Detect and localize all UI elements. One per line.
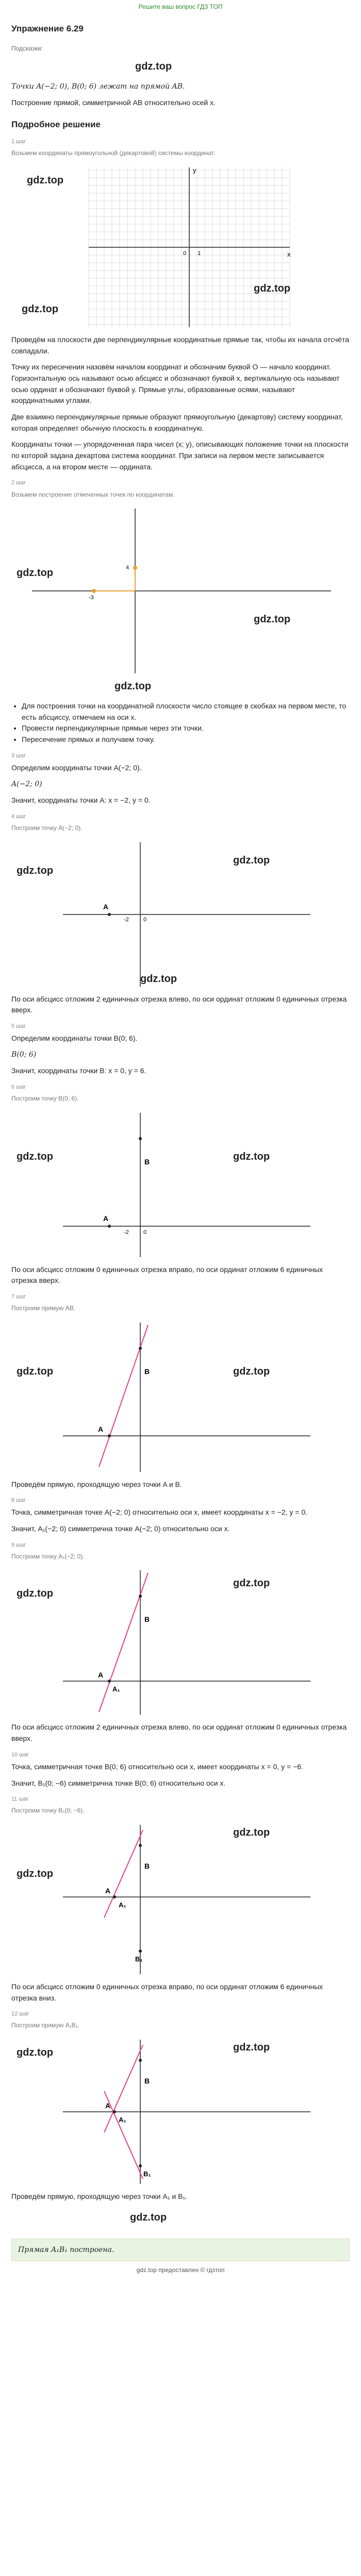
step-10-text: Точка, симметричная точке B(0; 6) относительно оси x, имеет координаты x = 0, y = −6.: [11, 1762, 303, 1771]
step-8-text: Точка, симметричная точке A(−2; 0) относительно оси x, имеет координаты x = −2, y = 0.: [11, 1508, 307, 1517]
step-6-label: 6 шаг: [11, 1084, 26, 1091]
point-a: [113, 2110, 116, 2113]
watermark: gdz.top: [22, 303, 59, 315]
x-axis-label: x: [287, 250, 291, 258]
watermark: gdz.top: [233, 1578, 270, 1589]
coordinate-plane-4: [11, 837, 350, 992]
point-a-label: A: [105, 1886, 111, 1895]
step-8-label: 8 шаг: [11, 1497, 26, 1504]
step-12-label: 12 шаг: [11, 2011, 29, 2018]
coordinate-plane-6: [11, 1108, 350, 1262]
point-a1-label: A₁: [112, 1685, 120, 1693]
point-a-label: A: [103, 902, 109, 911]
point-b-label: B: [144, 1615, 150, 1624]
step-4-text: По оси абсцисс отложим 2 единичных отрезка влево, по оси ординат отложим 0 единичных отрезка вверх.: [11, 994, 347, 1014]
watermark: gdz.top: [17, 2046, 54, 2058]
step-3-text: Определим координаты точки A(−2; 0).: [11, 763, 142, 772]
coordinate-plane-11: [11, 1820, 350, 1979]
watermark: gdz.top: [114, 681, 152, 692]
step-12-text: Проведём прямую, проходящую через точки A₁ и B₁.: [11, 2192, 187, 2200]
step-5-text-2: B(0; 6): [11, 1050, 37, 1059]
figure-4: [11, 837, 350, 992]
tick-minus2-label: -2: [124, 1229, 129, 1235]
step-6-text: По оси абсцисс отложим 0 единичных отрезка вправо, по оси ординат отложим 6 единичных отрезка вверх.: [11, 1265, 323, 1285]
solution-title: Подробное решение: [11, 119, 101, 129]
step-12-caption: Построим прямую A₁B₁.: [11, 2022, 80, 2029]
point-b1-label: B₁: [135, 1955, 143, 1963]
page-title: Упражнение 6.29: [11, 23, 84, 33]
step-1-text-1: Проведём на плоскости две перпендикулярные координатные прямые так, чтобы их начала отсчёта совпадали.: [11, 335, 349, 355]
step-9-caption: Построим точку A₁(−2; 0).: [11, 1552, 85, 1560]
figure-1: [11, 162, 350, 332]
step-1-text-3: Две взаимно перпендикулярные прямые образуют прямоугольную (декартову) систему координат, которая определяет обычную плоскость в координатную.: [11, 413, 343, 432]
point-b-label: B: [144, 1367, 150, 1376]
step-9-text: По оси абсцисс отложим 2 единичных отрезка влево, по оси ординат отложим 0 единичных отрезка вверх.: [11, 1723, 347, 1743]
figure-11: [11, 1820, 350, 1979]
watermark: gdz.top: [130, 2211, 167, 2223]
point-b1: [139, 2164, 142, 2167]
step-11-text: По оси абсцисс отложим 0 единичных отрезка вправо, по оси ординат отложим 6 единичных отрезка вниз.: [11, 1982, 323, 2002]
watermark: gdz.top: [233, 2041, 270, 2053]
step-7-caption: Построим прямую AB.: [11, 1304, 76, 1312]
list-item: • Для построения точки на координатной плоскости число стоящее в скобках на первом месте, то есть абсциссу, отмечаем на оси x.: [22, 701, 350, 723]
figure-9: [11, 1565, 350, 1720]
step-2-label: 2 шаг: [11, 480, 26, 486]
point-b: [139, 1137, 142, 1140]
watermark: gdz.top: [17, 865, 54, 876]
watermark: gdz.top: [17, 1868, 54, 1879]
watermark: gdz.top: [254, 614, 291, 625]
point-a-label: A: [105, 2101, 111, 2110]
coordinate-plane-7: [11, 1317, 350, 1477]
tick-minus2-label: -2: [124, 916, 129, 923]
point-a: [108, 913, 111, 916]
origin-label: 0: [143, 916, 147, 923]
point-a-label: A: [98, 1425, 104, 1433]
answer-box: [11, 2239, 350, 2262]
origin-label: 0: [183, 250, 187, 257]
point-b: [139, 1347, 142, 1350]
point-b: [139, 2059, 142, 2062]
point-b1-label: B₁: [143, 2170, 151, 2178]
step-5-text-3: Значит, координаты точки B: x = 0, y = 6.: [11, 1066, 146, 1075]
condition-label: Подсказки:: [11, 44, 43, 52]
step-3-text-3: Значит, координаты точки A: x = −2, y = 0.: [11, 796, 151, 805]
step-1-label: 1 шаг: [11, 139, 26, 145]
task-sub: Построение прямой, симметричной AB относительно осей x.: [11, 98, 216, 107]
tick-4-label: 4: [126, 565, 129, 571]
figure-2: [11, 503, 350, 679]
answer-text: Прямая A₁B₁ построена.: [18, 2245, 114, 2254]
step-11-label: 11 шаг: [11, 1796, 29, 1803]
task-text: Точки A(−2; 0), B(0; 6) лежат на прямой AB.: [11, 82, 185, 91]
step-3-text-2: A(−2; 0): [11, 779, 42, 788]
point-b: [139, 1844, 142, 1847]
tick-minus3-label: -3: [89, 595, 94, 601]
figure-6: [11, 1108, 350, 1262]
step-2-caption: Возьмем построение отмеченных точек по координатам.: [11, 490, 175, 498]
step-10-label: 10 шаг: [11, 1751, 29, 1758]
watermark: gdz.top: [233, 854, 270, 866]
step-1-text-4: Координаты точки — упорядоченная пара чисел (x; y), описывающих положение точки на плоскости по которой задана декартова система координат. При записи на первом месте записывается абсцисса, а на втором месте — ордината.: [11, 440, 349, 471]
step-7-label: 7 шаг: [11, 1294, 26, 1300]
coordinate-plane-9: [11, 1565, 350, 1720]
point-a-label: A: [98, 1671, 104, 1680]
step-5-label: 5 шаг: [11, 1023, 26, 1029]
step-3-label: 3 шаг: [11, 752, 26, 759]
watermark: gdz.top: [233, 1826, 270, 1838]
step-7-text: Проведём прямую, проходящую через точки A и B.: [11, 1480, 182, 1488]
step-4-label: 4 шаг: [11, 813, 26, 820]
point-a: [108, 1680, 111, 1683]
point-b: [139, 1595, 142, 1598]
step-9-label: 9 шаг: [11, 1541, 26, 1548]
point-b-label: B: [144, 2076, 150, 2085]
point-marker: [92, 589, 96, 593]
point-a: [113, 1895, 116, 1899]
list-item: • Пересечение прямых и получаем точку.: [22, 734, 350, 745]
list-item: • Провести перпендикулярные прямые через эти точки.: [22, 723, 350, 734]
point-a-label: A: [103, 1214, 109, 1223]
watermark: gdz.top: [17, 1365, 54, 1377]
y-axis-label: y: [193, 166, 196, 174]
figure-12: [11, 2035, 350, 2189]
point-a: [108, 1225, 111, 1228]
step-5-text: Определим координаты точки B(0; 6).: [11, 1034, 138, 1043]
step-8-text-2: Значит, A₁(−2; 0) симметрична точке A(−2; 0) относительно оси x.: [11, 1524, 230, 1533]
unit-x-label: 1: [198, 250, 201, 257]
watermark: gdz.top: [17, 1588, 54, 1600]
watermark: gdz.top: [233, 1365, 270, 1377]
watermark: gdz.top: [140, 973, 177, 985]
point-b1: [139, 1950, 142, 1953]
point-a: [108, 1434, 111, 1437]
point-b-label: B: [144, 1861, 150, 1870]
figure-7: [11, 1317, 350, 1477]
point-b-label: B: [144, 1157, 150, 1166]
footer: gdz.top предоставлен © гдзтоп: [136, 2266, 225, 2274]
watermark: gdz.top: [27, 174, 64, 186]
top-banner[interactable]: Решите ваш вопрос ГДЗ ТОП: [138, 3, 223, 10]
watermark: gdz.top: [254, 282, 291, 294]
origin-label: 0: [143, 1229, 147, 1235]
step-11-caption: Построим точку B₁(0; −6).: [11, 1807, 85, 1815]
step-1-caption: Возьмем координаты прямоугольной (декартовой) системы координат.: [11, 149, 216, 157]
point-a1-label: A₁: [119, 1901, 126, 1909]
step-4-caption: Построим точку A(−2; 0).: [11, 824, 83, 832]
coordinate-plane-2: [11, 503, 350, 679]
point-marker: [133, 566, 137, 570]
step-6-caption: Построим точку B(0; 6).: [11, 1095, 79, 1103]
step-2-list: [22, 701, 350, 745]
watermark: gdz.top: [233, 1150, 270, 1162]
step-1-text-2: Точку их пересечения назовём началом координат и обозначим буквой O — начало координат. Горизонтальную ось называют осью абсцисс и обозначают буквой x, вертикальную ось называют осью ординат и обозначают буквой y. Прямые углы, образованные осями, называют координатными углами.: [11, 363, 340, 405]
watermark: gdz.top: [17, 1150, 54, 1162]
hint-figure: [11, 59, 350, 79]
point-a1-label: A₁: [119, 2115, 126, 2124]
watermark: gdz.top: [17, 567, 54, 579]
watermark: gdz.top: [135, 60, 172, 72]
coordinate-plane-12: [11, 2035, 350, 2189]
step-10-text-2: Значит, B₁(0; −6) симметрична точке B(0; 6) относительно оси x.: [11, 1778, 226, 1787]
watermark-row: [11, 2208, 350, 2228]
